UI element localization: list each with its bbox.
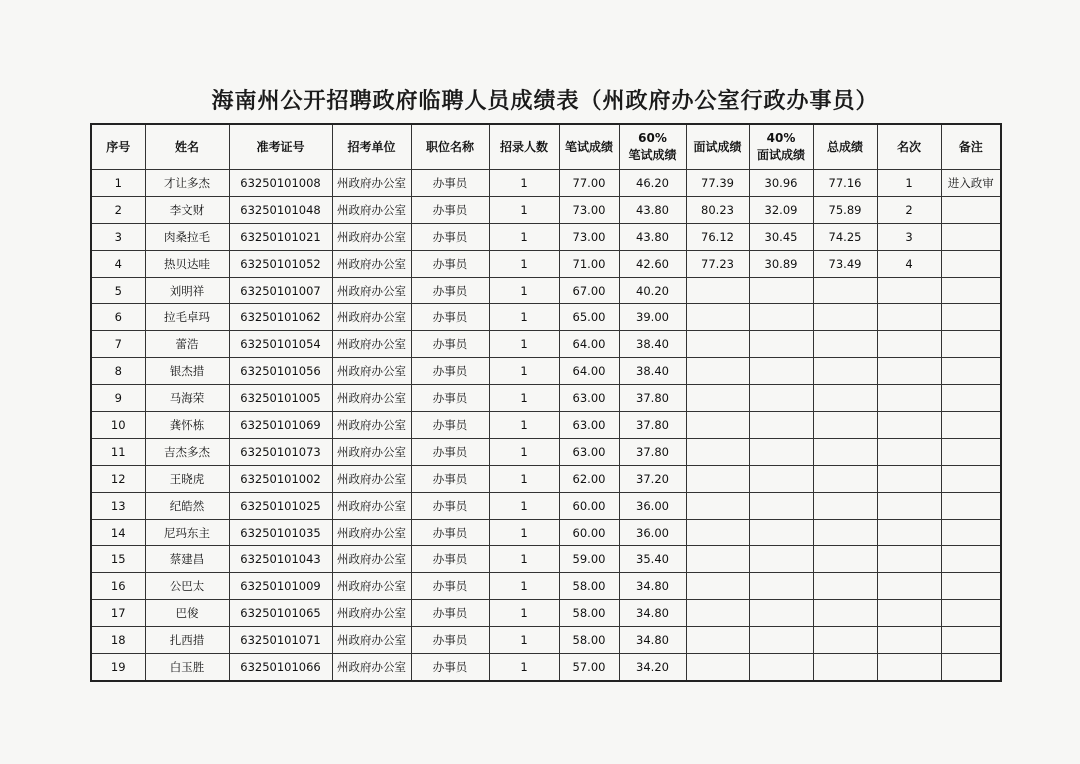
header-written-60	[619, 124, 686, 170]
cell-ticket: 63250101048	[229, 196, 332, 223]
cell-interview: 77.39	[686, 170, 749, 197]
cell-interview	[686, 519, 749, 546]
cell-name: 吉杰多杰	[145, 438, 229, 465]
header-interview: 面试成绩	[686, 124, 749, 170]
cell-interview: 77.23	[686, 250, 749, 277]
cell-written: 64.00	[559, 358, 619, 385]
cell-written: 60.00	[559, 492, 619, 519]
cell-total	[813, 546, 877, 573]
cell-rank	[877, 573, 941, 600]
cell-seq: 9	[91, 385, 145, 412]
cell-interview	[686, 331, 749, 358]
cell-name: 李文财	[145, 196, 229, 223]
cell-ticket: 63250101071	[229, 627, 332, 654]
cell-interview	[686, 385, 749, 412]
cell-quota: 1	[489, 438, 559, 465]
cell-quota: 1	[489, 492, 559, 519]
cell-name: 蕾浩	[145, 331, 229, 358]
cell-unit: 州政府办公室	[332, 627, 411, 654]
table-row	[91, 331, 1001, 358]
cell-unit: 州政府办公室	[332, 492, 411, 519]
header-interview-40	[749, 124, 813, 170]
table-row	[91, 627, 1001, 654]
cell-quota: 1	[489, 250, 559, 277]
cell-rank	[877, 492, 941, 519]
table-header	[91, 124, 1001, 170]
cell-unit: 州政府办公室	[332, 304, 411, 331]
cell-seq: 18	[91, 627, 145, 654]
table-row	[91, 358, 1001, 385]
cell-total: 75.89	[813, 196, 877, 223]
cell-seq: 14	[91, 519, 145, 546]
cell-name: 扎西措	[145, 627, 229, 654]
cell-position: 办事员	[411, 196, 489, 223]
cell-seq: 2	[91, 196, 145, 223]
cell-unit: 州政府办公室	[332, 546, 411, 573]
cell-ticket: 63250101025	[229, 492, 332, 519]
cell-interview40	[749, 465, 813, 492]
cell-quota: 1	[489, 600, 559, 627]
cell-position: 办事员	[411, 223, 489, 250]
cell-ticket: 63250101056	[229, 358, 332, 385]
cell-quota: 1	[489, 385, 559, 412]
cell-total: 73.49	[813, 250, 877, 277]
cell-rank	[877, 465, 941, 492]
cell-total	[813, 573, 877, 600]
cell-written60: 43.80	[619, 223, 686, 250]
cell-written: 63.00	[559, 385, 619, 412]
cell-interview	[686, 492, 749, 519]
cell-remark	[941, 492, 1001, 519]
cell-total	[813, 358, 877, 385]
cell-written60: 34.80	[619, 573, 686, 600]
header-name: 姓名	[145, 124, 229, 170]
cell-unit: 州政府办公室	[332, 250, 411, 277]
cell-written60: 37.20	[619, 465, 686, 492]
cell-seq: 4	[91, 250, 145, 277]
cell-remark	[941, 627, 1001, 654]
cell-total	[813, 465, 877, 492]
cell-unit: 州政府办公室	[332, 331, 411, 358]
cell-interview40	[749, 304, 813, 331]
score-table	[90, 123, 1002, 682]
cell-written60: 35.40	[619, 546, 686, 573]
cell-quota: 1	[489, 170, 559, 197]
cell-quota: 1	[489, 546, 559, 573]
cell-quota: 1	[489, 223, 559, 250]
table-row	[91, 304, 1001, 331]
cell-remark	[941, 412, 1001, 439]
cell-unit: 州政府办公室	[332, 358, 411, 385]
cell-written60: 46.20	[619, 170, 686, 197]
cell-name: 蔡建昌	[145, 546, 229, 573]
cell-remark	[941, 546, 1001, 573]
cell-position: 办事员	[411, 465, 489, 492]
cell-rank	[877, 412, 941, 439]
cell-remark	[941, 223, 1001, 250]
cell-unit: 州政府办公室	[332, 600, 411, 627]
cell-position: 办事员	[411, 519, 489, 546]
cell-remark	[941, 331, 1001, 358]
cell-interview40	[749, 412, 813, 439]
cell-seq: 8	[91, 358, 145, 385]
cell-written: 71.00	[559, 250, 619, 277]
cell-interview40	[749, 519, 813, 546]
cell-interview40	[749, 492, 813, 519]
cell-seq: 17	[91, 600, 145, 627]
cell-total	[813, 492, 877, 519]
cell-seq: 10	[91, 412, 145, 439]
cell-position: 办事员	[411, 385, 489, 412]
cell-total	[813, 412, 877, 439]
cell-name: 银杰措	[145, 358, 229, 385]
cell-name: 马海荣	[145, 385, 229, 412]
cell-written: 63.00	[559, 438, 619, 465]
cell-written60: 40.20	[619, 277, 686, 304]
cell-unit: 州政府办公室	[332, 223, 411, 250]
cell-interview	[686, 304, 749, 331]
cell-seq: 16	[91, 573, 145, 600]
cell-unit: 州政府办公室	[332, 519, 411, 546]
cell-ticket: 63250101043	[229, 546, 332, 573]
cell-total: 74.25	[813, 223, 877, 250]
cell-interview40: 32.09	[749, 196, 813, 223]
cell-rank	[877, 385, 941, 412]
cell-name: 纪皓然	[145, 492, 229, 519]
table-row	[91, 654, 1001, 681]
cell-interview	[686, 573, 749, 600]
cell-quota: 1	[489, 304, 559, 331]
cell-interview40	[749, 277, 813, 304]
cell-name: 拉毛卓玛	[145, 304, 229, 331]
cell-written60: 38.40	[619, 358, 686, 385]
cell-name: 王晓虎	[145, 465, 229, 492]
cell-written60: 37.80	[619, 385, 686, 412]
cell-rank	[877, 627, 941, 654]
cell-remark	[941, 277, 1001, 304]
table-row	[91, 438, 1001, 465]
cell-interview40	[749, 573, 813, 600]
cell-rank	[877, 546, 941, 573]
cell-remark	[941, 358, 1001, 385]
cell-ticket: 63250101005	[229, 385, 332, 412]
table-row	[91, 385, 1001, 412]
header-position: 职位名称	[411, 124, 489, 170]
cell-written60: 37.80	[619, 438, 686, 465]
cell-written60: 37.80	[619, 412, 686, 439]
cell-position: 办事员	[411, 573, 489, 600]
cell-rank	[877, 600, 941, 627]
cell-total	[813, 600, 877, 627]
cell-ticket: 63250101073	[229, 438, 332, 465]
table-row	[91, 465, 1001, 492]
cell-name: 刘明祥	[145, 277, 229, 304]
cell-rank: 4	[877, 250, 941, 277]
cell-rank	[877, 358, 941, 385]
cell-written: 58.00	[559, 627, 619, 654]
table-row	[91, 196, 1001, 223]
cell-quota: 1	[489, 519, 559, 546]
cell-seq: 3	[91, 223, 145, 250]
cell-ticket: 63250101021	[229, 223, 332, 250]
cell-interview	[686, 277, 749, 304]
cell-interview	[686, 627, 749, 654]
cell-ticket: 63250101069	[229, 412, 332, 439]
cell-written60: 42.60	[619, 250, 686, 277]
cell-ticket: 63250101065	[229, 600, 332, 627]
cell-interview	[686, 412, 749, 439]
table-row	[91, 277, 1001, 304]
cell-written60: 39.00	[619, 304, 686, 331]
cell-remark	[941, 385, 1001, 412]
cell-quota: 1	[489, 358, 559, 385]
cell-written: 60.00	[559, 519, 619, 546]
cell-seq: 13	[91, 492, 145, 519]
cell-quota: 1	[489, 331, 559, 358]
table-row	[91, 546, 1001, 573]
table-row	[91, 600, 1001, 627]
header-unit: 招考单位	[332, 124, 411, 170]
cell-written: 73.00	[559, 196, 619, 223]
cell-unit: 州政府办公室	[332, 170, 411, 197]
cell-seq: 15	[91, 546, 145, 573]
cell-quota: 1	[489, 412, 559, 439]
cell-ticket: 63250101066	[229, 654, 332, 681]
cell-written: 58.00	[559, 600, 619, 627]
cell-unit: 州政府办公室	[332, 573, 411, 600]
cell-written: 63.00	[559, 412, 619, 439]
cell-written: 58.00	[559, 573, 619, 600]
cell-seq: 7	[91, 331, 145, 358]
table-row	[91, 519, 1001, 546]
cell-written: 57.00	[559, 654, 619, 681]
cell-written60: 38.40	[619, 331, 686, 358]
cell-rank	[877, 304, 941, 331]
cell-unit: 州政府办公室	[332, 412, 411, 439]
cell-rank	[877, 331, 941, 358]
cell-written: 65.00	[559, 304, 619, 331]
cell-name: 才让多杰	[145, 170, 229, 197]
cell-interview40: 30.89	[749, 250, 813, 277]
cell-interview40	[749, 654, 813, 681]
cell-position: 办事员	[411, 331, 489, 358]
cell-ticket: 63250101052	[229, 250, 332, 277]
cell-written: 77.00	[559, 170, 619, 197]
header-quota: 招录人数	[489, 124, 559, 170]
cell-interview	[686, 654, 749, 681]
cell-name: 公巴太	[145, 573, 229, 600]
cell-ticket: 63250101008	[229, 170, 332, 197]
cell-rank: 3	[877, 223, 941, 250]
header-rank: 名次	[877, 124, 941, 170]
cell-remark: 进入政审	[941, 170, 1001, 197]
cell-seq: 6	[91, 304, 145, 331]
cell-ticket: 63250101007	[229, 277, 332, 304]
cell-rank: 2	[877, 196, 941, 223]
header-seq: 序号	[91, 124, 145, 170]
cell-rank: 1	[877, 170, 941, 197]
cell-written60: 43.80	[619, 196, 686, 223]
cell-quota: 1	[489, 196, 559, 223]
cell-written: 67.00	[559, 277, 619, 304]
cell-name: 龚怀栋	[145, 412, 229, 439]
cell-position: 办事员	[411, 627, 489, 654]
cell-written: 59.00	[559, 546, 619, 573]
header-total: 总成绩	[813, 124, 877, 170]
header-ticket: 准考证号	[229, 124, 332, 170]
cell-rank	[877, 438, 941, 465]
cell-total	[813, 438, 877, 465]
cell-written60: 36.00	[619, 519, 686, 546]
cell-ticket: 63250101062	[229, 304, 332, 331]
header-remark: 备注	[941, 124, 1001, 170]
cell-total	[813, 331, 877, 358]
cell-position: 办事员	[411, 546, 489, 573]
cell-name: 巴俊	[145, 600, 229, 627]
cell-total	[813, 519, 877, 546]
cell-name: 肉桑拉毛	[145, 223, 229, 250]
table-row	[91, 223, 1001, 250]
cell-total	[813, 277, 877, 304]
cell-position: 办事员	[411, 277, 489, 304]
cell-seq: 11	[91, 438, 145, 465]
table-row	[91, 412, 1001, 439]
cell-written: 62.00	[559, 465, 619, 492]
header-written-60-pct: 60%	[638, 131, 667, 145]
cell-interview40	[749, 627, 813, 654]
cell-remark	[941, 573, 1001, 600]
cell-interview40: 30.96	[749, 170, 813, 197]
cell-written60: 34.20	[619, 654, 686, 681]
cell-rank	[877, 654, 941, 681]
cell-remark	[941, 654, 1001, 681]
cell-quota: 1	[489, 465, 559, 492]
cell-interview40	[749, 600, 813, 627]
cell-name: 白玉胜	[145, 654, 229, 681]
cell-written60: 34.80	[619, 600, 686, 627]
page-title: 海南州公开招聘政府临聘人员成绩表（州政府办公室行政办事员）	[211, 88, 879, 114]
cell-position: 办事员	[411, 412, 489, 439]
cell-ticket: 63250101035	[229, 519, 332, 546]
cell-position: 办事员	[411, 358, 489, 385]
cell-written60: 36.00	[619, 492, 686, 519]
cell-ticket: 63250101002	[229, 465, 332, 492]
cell-position: 办事员	[411, 170, 489, 197]
cell-interview40	[749, 331, 813, 358]
cell-rank	[877, 277, 941, 304]
cell-unit: 州政府办公室	[332, 438, 411, 465]
cell-position: 办事员	[411, 304, 489, 331]
table-row	[91, 573, 1001, 600]
cell-position: 办事员	[411, 600, 489, 627]
cell-remark	[941, 600, 1001, 627]
cell-interview: 76.12	[686, 223, 749, 250]
cell-seq: 1	[91, 170, 145, 197]
cell-interview	[686, 600, 749, 627]
cell-remark	[941, 196, 1001, 223]
cell-unit: 州政府办公室	[332, 277, 411, 304]
cell-name: 热贝达哇	[145, 250, 229, 277]
table-body	[91, 170, 1001, 681]
cell-interview40	[749, 385, 813, 412]
cell-quota: 1	[489, 277, 559, 304]
cell-interview	[686, 358, 749, 385]
cell-ticket: 63250101054	[229, 331, 332, 358]
cell-total	[813, 304, 877, 331]
cell-quota: 1	[489, 654, 559, 681]
cell-interview40	[749, 438, 813, 465]
cell-unit: 州政府办公室	[332, 385, 411, 412]
cell-interview	[686, 438, 749, 465]
cell-position: 办事员	[411, 250, 489, 277]
cell-written60: 34.80	[619, 627, 686, 654]
cell-written: 73.00	[559, 223, 619, 250]
cell-interview	[686, 546, 749, 573]
cell-seq: 5	[91, 277, 145, 304]
table-row	[91, 170, 1001, 197]
cell-interview40	[749, 358, 813, 385]
table-row	[91, 492, 1001, 519]
header-interview-40-pct: 40%	[766, 131, 796, 145]
cell-unit: 州政府办公室	[332, 654, 411, 681]
cell-quota: 1	[489, 627, 559, 654]
header-written: 笔试成绩	[559, 124, 619, 170]
cell-total	[813, 385, 877, 412]
cell-position: 办事员	[411, 438, 489, 465]
cell-interview: 80.23	[686, 196, 749, 223]
cell-position: 办事员	[411, 492, 489, 519]
cell-ticket: 63250101009	[229, 573, 332, 600]
cell-interview	[686, 465, 749, 492]
cell-remark	[941, 438, 1001, 465]
cell-interview40: 30.45	[749, 223, 813, 250]
cell-remark	[941, 465, 1001, 492]
header-interview-40-label: 面试成绩	[756, 148, 805, 162]
cell-remark	[941, 304, 1001, 331]
cell-rank	[877, 519, 941, 546]
table-row	[91, 250, 1001, 277]
cell-interview40	[749, 546, 813, 573]
cell-remark	[941, 250, 1001, 277]
cell-seq: 19	[91, 654, 145, 681]
cell-name: 尼玛东主	[145, 519, 229, 546]
header-row	[91, 124, 1001, 170]
cell-total: 77.16	[813, 170, 877, 197]
cell-unit: 州政府办公室	[332, 196, 411, 223]
cell-written: 64.00	[559, 331, 619, 358]
cell-total	[813, 627, 877, 654]
cell-seq: 12	[91, 465, 145, 492]
cell-quota: 1	[489, 573, 559, 600]
cell-remark	[941, 519, 1001, 546]
cell-unit: 州政府办公室	[332, 465, 411, 492]
cell-total	[813, 654, 877, 681]
cell-position: 办事员	[411, 654, 489, 681]
header-written-60-label: 笔试成绩	[628, 148, 677, 162]
